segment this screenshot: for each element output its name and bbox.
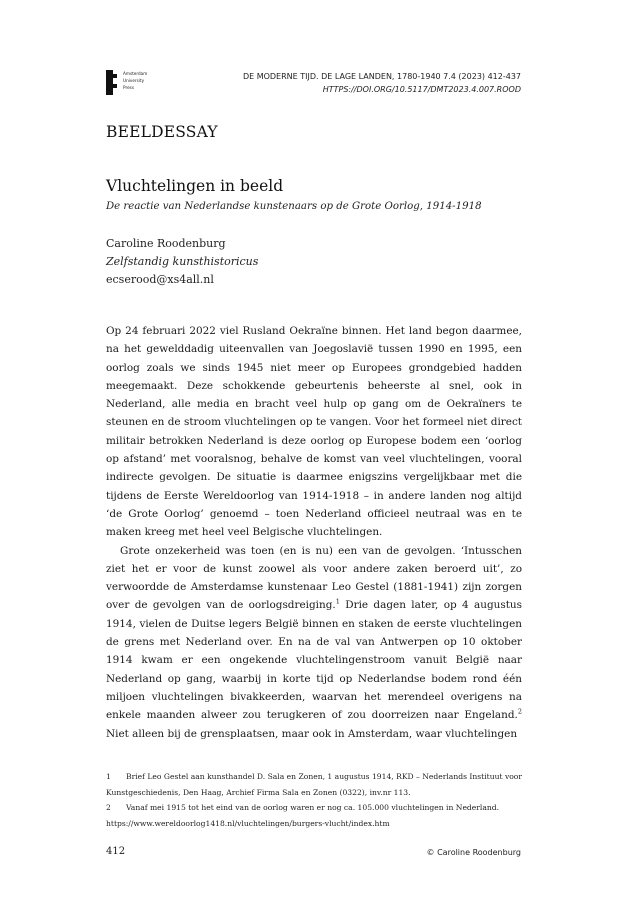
footnote-ref-1[interactable]: 1: [335, 597, 340, 606]
publisher-name: [123, 71, 147, 91]
footnote-ref-2[interactable]: 2: [517, 707, 522, 716]
article-title: Vluchtelingen in beeld: [106, 177, 284, 195]
publisher-line-1: Amsterdam: [123, 71, 148, 76]
author-name: Caroline Roodenburg: [106, 237, 226, 250]
body-paragraph-2: [106, 542, 522, 743]
footnotes: [106, 769, 522, 831]
copyright-notice: © Caroline Roodenburg: [426, 848, 521, 857]
body-paragraph-1: Op 24 februari 2022 viel Rusland Oekraïne binnen. Het land begon daarmee, na het gewelddadig uiteenvallen van Joegoslavië tussen 1990 en 1995, een oorlog zoals we sinds 1945 niet meer op Europees grondgebied hadden meegemaakt. Deze schokkende gebeurtenis beheerste al snel, ook in Nederland, alle media en bracht veel hulp op gang om de Oekraïners te steunen en de stroom vluchtelingen op te vangen. Voor het formeel niet direct militair betrokken Nederland is deze oorlog op Europese bodem een ‘oorlog op afstand’ met vooralsnog, behalve de komst van veel vluchtelingen, vooral indirecte gevolgen. De situatie is daarmee enigszins vergelijkbaar met die tijdens de Eerste Wereldoorlog van 1914-1918 – in andere landen nog altijd ‘de Grote Oorlog’ genoemd – toen Nederland officieel neutraal was en te maken kreeg met heel veel Belgische vluchtelingen.: [106, 325, 522, 539]
journal-citation: DE MODERNE TIJD. DE LAGE LANDEN, 1780-1940 7.4 (2023) 412-437: [242, 72, 521, 81]
author-affiliation: Zelfstandig kunsthistoricus: [106, 255, 259, 268]
body-paragraph-2-part-c: Niet alleen bij de grensplaatsen, maar ook in Amsterdam, waar vluchtelingen: [106, 727, 518, 740]
footnote-2: [106, 800, 522, 831]
body-paragraph-2-part-a: Grote onzekerheid was toen (en is nu) een van de gevolgen. ‘Intusschen ziet het er voor de kunst zoowel als voor andere zaken beroerd uit’, zo verwoordde de Amsterdamse kunstenaar Leo Gestel (1881-1941) zijn zorgen over de gevolgen van de oorlogsdreiging.: [106, 544, 522, 612]
publisher-line-2: University: [123, 77, 145, 83]
footnote-1-text: Brief Leo Gestel aan kunsthandel D. Sala en Zonen, 1 augustus 1914, RKD – Nederlands Instituut voor Kunstgeschiedenis, Den Haag, Archief Firma Sala en Zonen (0322), inv.nr 113.: [106, 772, 523, 797]
author-block: [106, 235, 258, 289]
page-number: 412: [106, 846, 126, 857]
article-subtitle: De reactie van Nederlandse kunstenaars op de Grote Oorlog, 1914-1918: [106, 201, 482, 212]
article-body: [106, 322, 522, 743]
footnote-2-number: 2: [106, 803, 111, 812]
body-paragraph-2-part-b: Drie dagen later, op 4 augustus 1914, vielen de Duitse legers België binnen en staken de eerste vluchtelingen de grens met Nederland over. En na de val van Antwerpen op 10 oktober 1914 kwam er een ongekende vluchtelingenstroom vanuit België naar Nederland op gang, waarbij in korte tijd op Nederlandse bodem rond één miljoen vluchtelingen bivakkeerden, waarvan het merendeel overigens na enkele maanden alweer zou terugkeren of zou doorreizen naar Engeland.: [106, 599, 522, 722]
footnote-1-number: 1: [106, 772, 111, 781]
footnote-2-text: Vanaf mei 1915 tot het eind van de oorlog waren er nog ca. 105.000 vluchtelingen in Nederland. https://www.wereldoorlog1418.nl/vluchtelingen/burgers-vlucht/index.htm: [106, 803, 500, 828]
journal-doi-link[interactable]: HTTPS://DOI.ORG/10.5117/DMT2023.4.007.ROOD: [322, 84, 521, 94]
section-label: BEELDESSAY: [106, 123, 218, 141]
author-email[interactable]: ecserood@xs4all.nl: [106, 273, 214, 286]
amsterdam-university-press-logo-icon: [106, 70, 113, 95]
publisher-logo: [106, 70, 166, 98]
publisher-line-3: Press: [123, 84, 135, 90]
footnote-1: [106, 769, 522, 800]
journal-header: [243, 71, 521, 96]
